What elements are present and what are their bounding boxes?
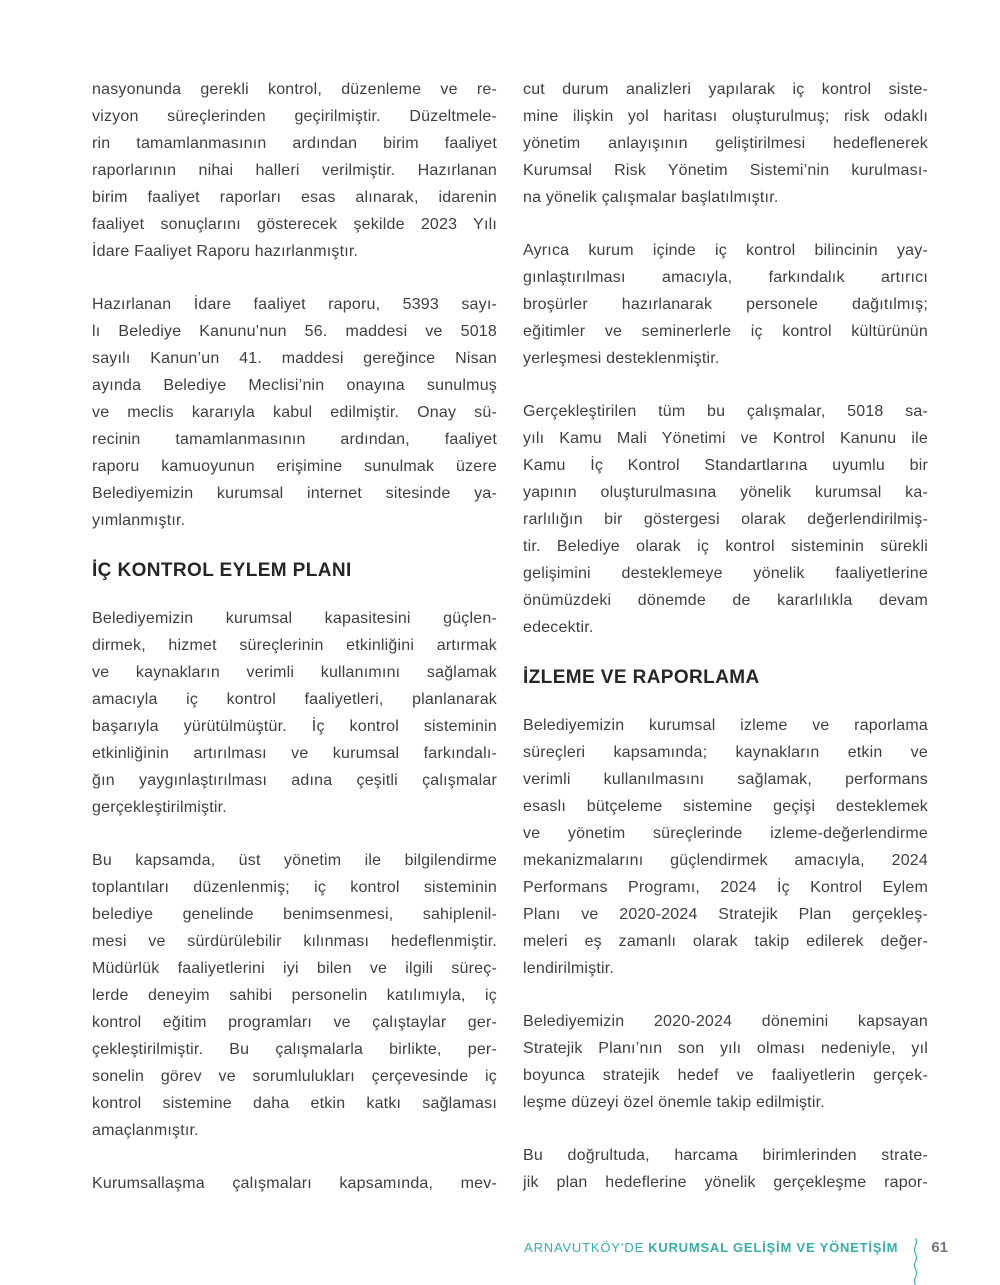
text-line: ve kaynakların verimli kullanımını sağlamak [92,664,497,681]
text-line: lı Belediye Kanunu’nun 56. maddesi ve 5018 [92,323,497,340]
text-line: meleri eş zamanlı olarak takip edilerek değer- [523,933,928,950]
text-line: çekleştirilmiştir. Bu çalışmalarla birlikte, per- [92,1041,497,1058]
paragraph [523,712,928,982]
text-line: tir. Belediye olarak iç kontrol sisteminin sürekli [523,538,928,555]
text-line: lendirilmiştir. [523,960,615,977]
text-line: Planı ve 2020-2024 Stratejik Plan gerçekleş- [523,906,928,923]
paragraph [92,1170,497,1197]
text-line: Gerçekleştirilen tüm bu çalışmalar, 5018 sa- [523,403,928,420]
text-line: yımlanmıştır. [92,512,186,529]
text-line: rarlılığın bir göstergesi olarak değerlendirilmiş- [523,511,928,528]
paragraph [523,237,928,372]
text-line: kontrol eğitim programları ve çalıştaylar ger- [92,1014,497,1031]
paragraph [92,847,497,1144]
text-line: lerde deneyim sahibi personelin katılımıyla, iç [92,987,497,1004]
text-line: gerçekleştirilmiştir. [92,799,227,816]
text-line: edecektir. [523,619,594,636]
paragraph [523,1142,928,1196]
section-heading: İÇ KONTROL EYLEM PLANI [92,560,352,581]
right-column [523,76,928,1223]
text-line: cut durum analizleri yapılarak iç kontrol siste- [523,81,928,98]
text-line: rin tamamlanmasının ardından birim faaliyet [92,135,497,152]
text-line: mine ilişkin yol haritası oluşturulmuş; risk odaklı [523,108,928,125]
paragraph [523,76,928,211]
text-line: verimli kullanılmasını sağlamak, performans [523,771,928,788]
text-line: sonelin görev ve sorumlulukları çerçevesinde iç [92,1068,497,1085]
text-line: amaçlanmıştır. [92,1122,199,1139]
text-line: önümüzdeki dönemde de kararlılıkla devam [523,592,928,609]
paragraph [92,76,497,265]
text-line: gınlaştırılması amacıyla, farkındalık artırıcı [523,269,928,286]
text-line: Hazırlanan İdare faaliyet raporu, 5393 sayı- [92,296,497,313]
text-line: boyunca stratejik hedef ve faaliyetlerin gerçek- [523,1067,928,1084]
text-line: ve yönetim süreçlerinde izleme-değerlendirme [523,825,928,842]
text-line: dirmek, hizmet süreçlerinin etkinliğini artırmak [92,637,497,654]
text-line: mesi ve sürdürülebilir kılınması hedeflenmiştir. [92,933,497,950]
text-line: sayılı Kanun’un 41. maddesi gereğince Nisan [92,350,497,367]
page-number: 61 [931,1239,948,1256]
footer-breadcrumb [524,1238,898,1257]
text-line: yerleşmesi desteklenmiştir. [523,350,720,367]
text-line: Belediyemizin 2020-2024 dönemini kapsayan [523,1013,928,1030]
text-line: Stratejik Planı’nın son yılı olması nedeniyle, yıl [523,1040,928,1057]
text-line: Bu kapsamda, üst yönetim ile bilgilendirme [92,852,497,869]
text-line: nasyonunda gerekli kontrol, düzenleme ve re- [92,81,497,98]
footer-site-label: ARNAVUTKÖY’DE [524,1240,645,1255]
text-line: yönetim anlayışının geliştirilmesi hedeflenerek [523,135,928,152]
paragraph [523,398,928,641]
footer-separator-squiggle [912,1238,919,1285]
text-line: mekanizmalarını güçlendirmek amacıyla, 2024 [523,852,928,869]
left-column [92,76,497,1223]
page-footer [524,1238,948,1285]
text-line: leşme düzeyi özel önemle takip edilmiştir. [523,1094,825,1111]
text-line: Müdürlük faaliyetlerini iyi bilen ve ilgili süreç- [92,960,497,977]
paragraph [92,605,497,821]
text-line: raporu kamuoyunun erişimine sunulmak üzere [92,458,497,475]
paragraph [523,1008,928,1116]
text-line: kontrol sistemine daha etkin katkı sağlaması [92,1095,497,1112]
text-line: yılı Kamu Mali Yönetimi ve Kontrol Kanunu ile [523,430,928,447]
section-heading: İZLEME VE RAPORLAMA [523,667,760,688]
text-line: Kurumsallaşma çalışmaları kapsamında, mev- [92,1175,497,1192]
text-line: Bu doğrultuda, harcama birimlerinden strate- [523,1147,928,1164]
text-line: Kamu İç Kontrol Standartlarına uyumlu bir [523,457,928,474]
text-line: İdare Faaliyet Raporu hazırlanmıştır. [92,243,359,260]
text-line: raporlarının nihai halleri verilmiştir. Hazırlanan [92,162,497,179]
text-line: toplantıları düzenlenmiş; iç kontrol sisteminin [92,879,497,896]
text-line: vizyon süreçlerinden geçirilmiştir. Düzeltmele- [92,108,497,125]
text-line: amacıyla iç kontrol faaliyetleri, planlanarak [92,691,497,708]
text-line: başarıyla yürütülmüştür. İç kontrol sisteminin [92,718,497,735]
text-line: ve meclis kararıyla kabul edilmiştir. Onay sü- [92,404,497,421]
text-line: esaslı bütçeleme sistemine geçişi desteklemek [523,798,928,815]
text-line: na yönelik çalışmalar başlatılmıştır. [523,189,779,206]
text-line: ğın yaygınlaştırılması adına çeşitli çalışmalar [92,772,497,789]
text-line: birim faaliyet raporları esas alınarak, idarenin [92,189,497,206]
text-line: süreçleri kapsamında; kaynakların etkin ve [523,744,928,761]
text-line: jik plan hedeflerine yönelik gerçekleşme rapor- [523,1174,928,1191]
text-line: Belediyemizin kurumsal kapasitesini güçlen- [92,610,497,627]
text-line: belediye genelinde benimsenmesi, sahiplenil- [92,906,497,923]
text-line: recinin tamamlanmasının ardından, faaliyet [92,431,497,448]
footer-section-label: KURUMSAL GELİŞİM VE YÖNETİŞİM [648,1240,899,1255]
text-line: Belediyemizin kurumsal izleme ve raporlama [523,717,928,734]
text-line: Ayrıca kurum içinde iç kontrol bilincinin yay- [523,242,928,259]
two-column-text-layout [92,76,928,1223]
text-line: Performans Programı, 2024 İç Kontrol Eylem [523,879,928,896]
text-line: Belediyemizin kurumsal internet sitesinde ya- [92,485,497,502]
text-line: gelişimini desteklemeye yönelik faaliyetlerine [523,565,928,582]
text-line: faaliyet sonuçlarını gösterecek şekilde 2023 Yılı [92,216,497,233]
text-line: broşürler hazırlanarak personele dağıtılmış; [523,296,928,313]
text-line: ayında Belediye Meclisi’nin onayına sunulmuş [92,377,497,394]
text-line: etkinliğinin artırılması ve kurumsal farkındalı- [92,745,497,762]
text-line: yapının oluşturulmasına yönelik kurumsal ka- [523,484,928,501]
text-line: Kurumsal Risk Yönetim Sistemi’nin kurulması- [523,162,928,179]
paragraph [92,291,497,534]
text-line: eğitimler ve seminerlerle iç kontrol kültürünün [523,323,928,340]
